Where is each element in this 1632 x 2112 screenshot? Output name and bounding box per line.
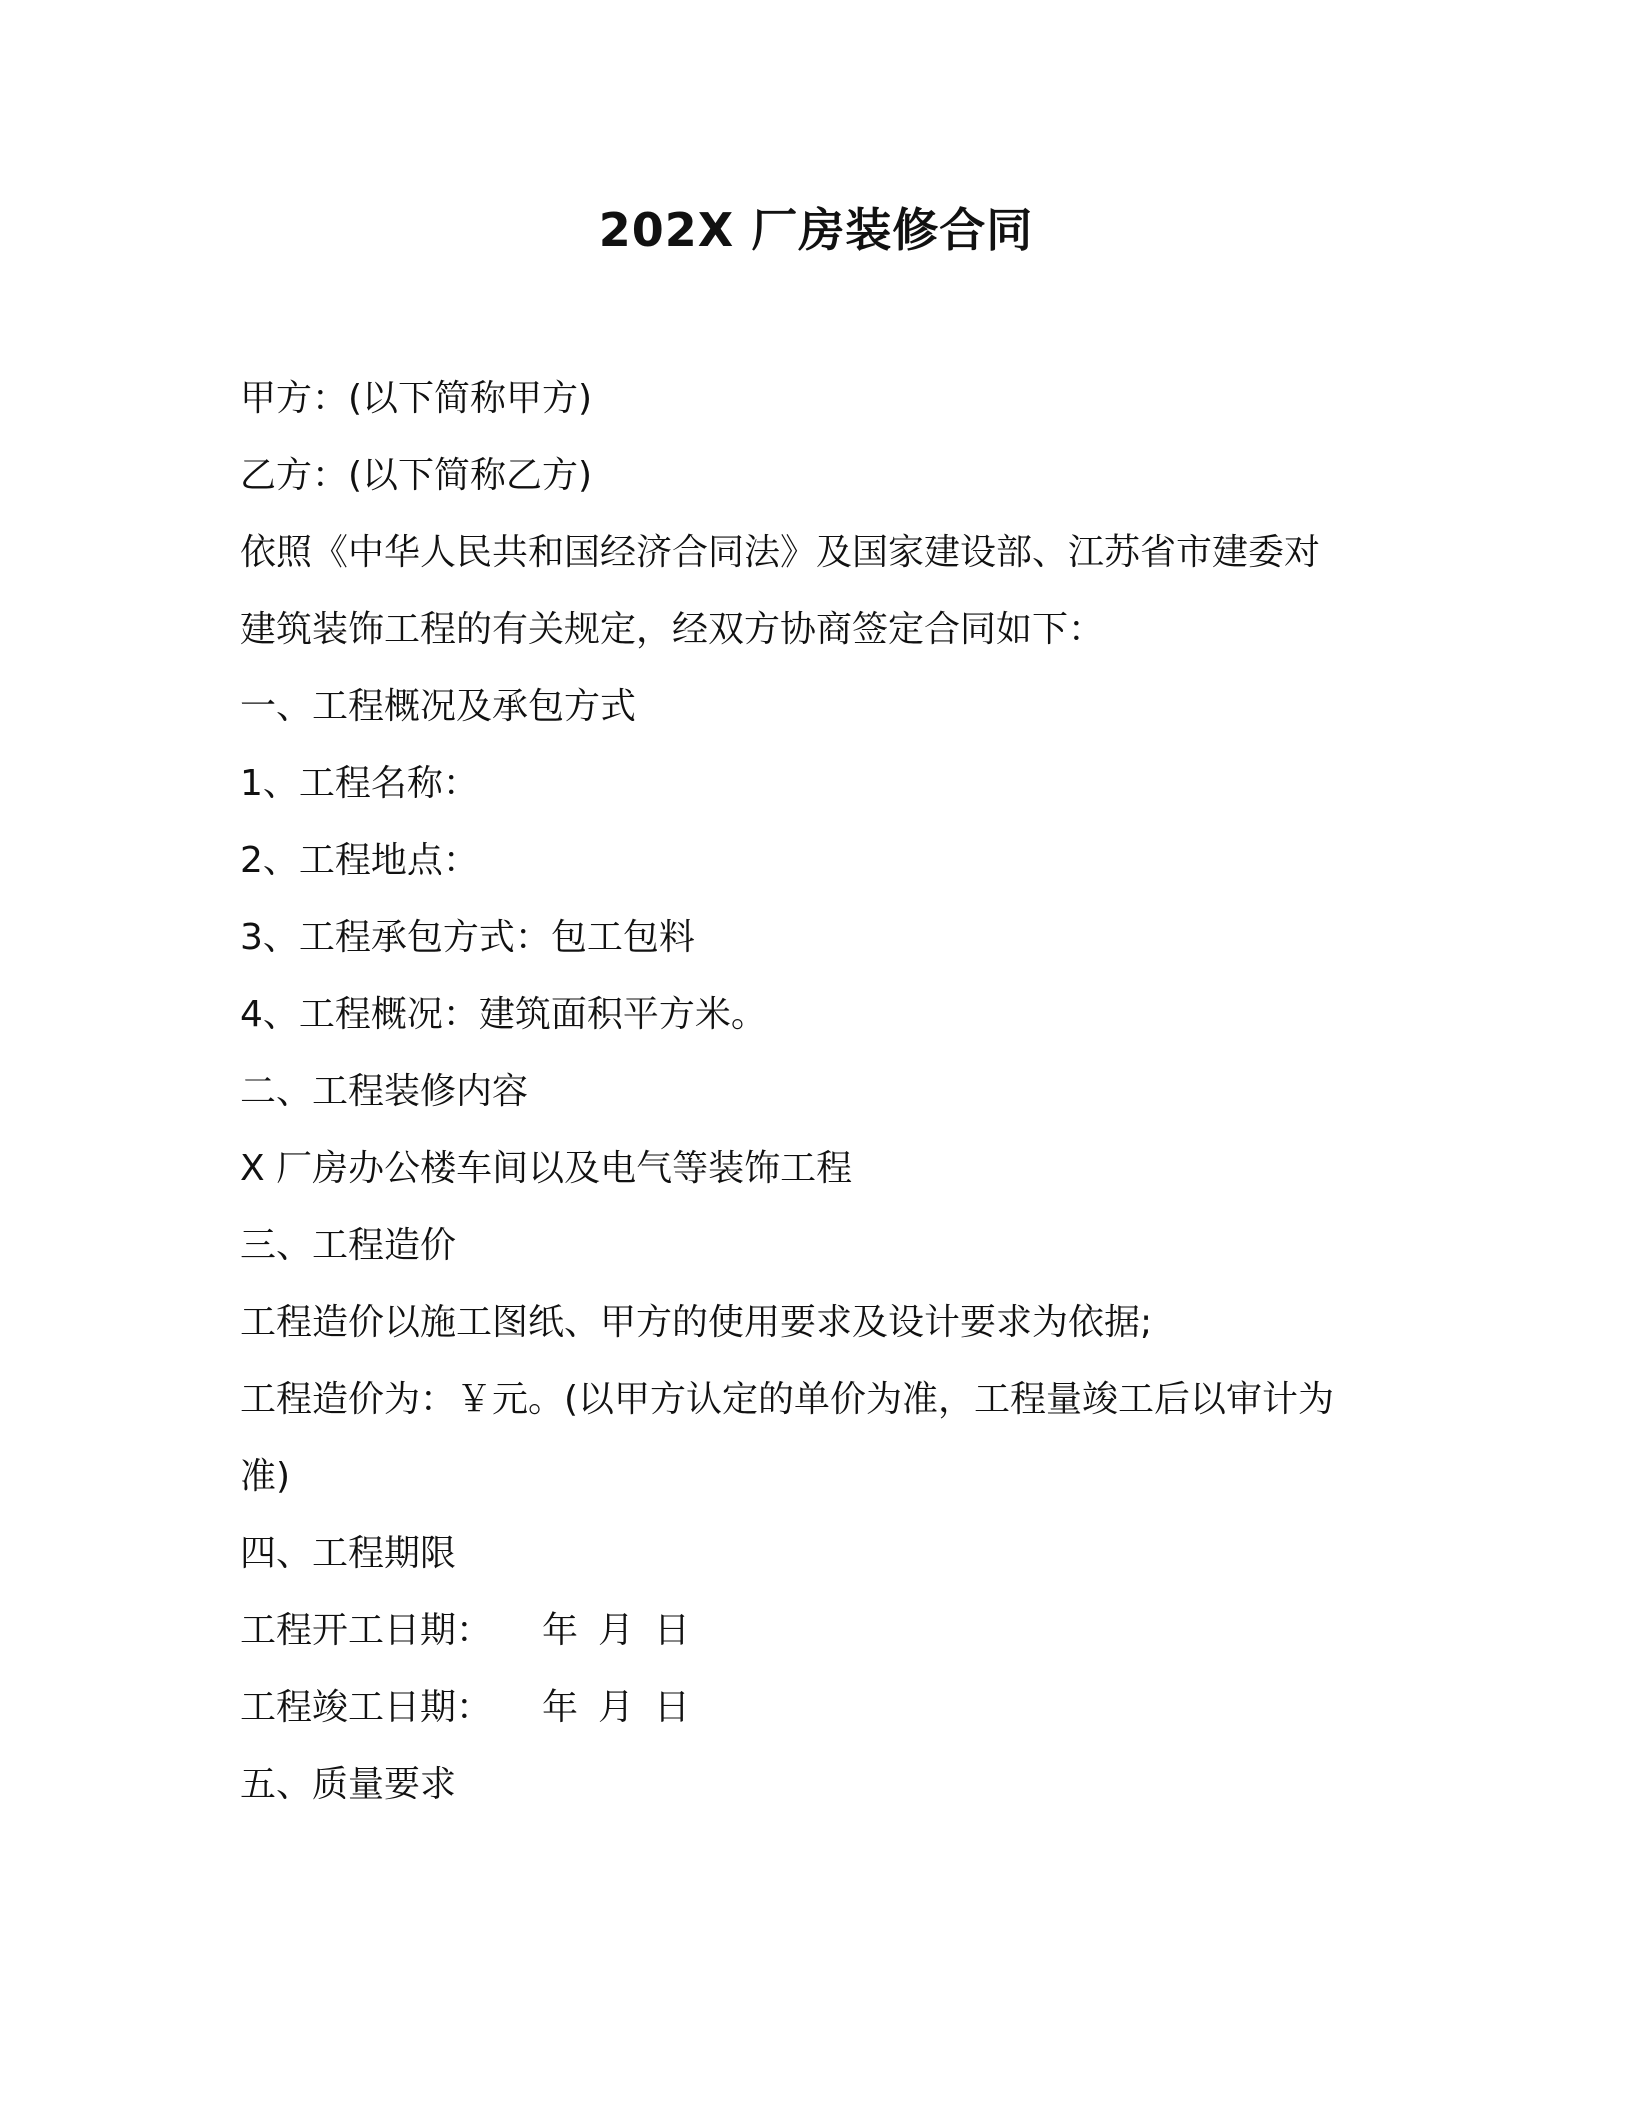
section-1-heading: 一、工程概况及承包方式 [240,686,637,727]
project-overview-line: 4、工程概况：建筑面积平方米。 [240,994,767,1035]
end-date-line [240,1669,1390,1746]
preamble-line-1: 依照《中华人民共和国经济合同法》及国家建设部、江苏省市建委对 [240,532,1321,573]
end-year: 年 [542,1687,579,1728]
section-5-heading: 五、质量要求 [240,1764,457,1805]
preamble-line-2: 建筑装饰工程的有关规定，经双方协商签定合同如下： [240,609,1105,650]
party-b-line: 乙方：(以下简称乙方) [240,455,593,496]
end-date-label: 工程竣工日期： [240,1687,493,1728]
start-date-line [240,1592,1390,1669]
section-4-heading: 四、工程期限 [240,1533,457,1574]
end-month: 月 [598,1687,635,1728]
start-day: 日 [654,1610,691,1651]
decoration-content-line: X 厂房办公楼车间以及电气等装饰工程 [240,1148,853,1189]
project-name-line: 1、工程名称： [240,763,479,804]
end-day: 日 [654,1687,691,1728]
document-title: 202X 厂房装修合同 [598,203,1034,257]
document-body [240,360,1390,1823]
price-amount-line-2: 准) [240,1456,291,1497]
contract-method-line: 3、工程承包方式：包工包料 [240,917,695,958]
start-date-label: 工程开工日期： [240,1610,493,1651]
price-amount-line-1: 工程造价为：￥元。(以甲方认定的单价为准，工程量竣工后以审计为 [240,1379,1335,1420]
section-3-heading: 三、工程造价 [240,1225,457,1266]
start-year: 年 [542,1610,579,1651]
start-month: 月 [598,1610,635,1651]
project-location-line: 2、工程地点： [240,840,479,881]
section-2-heading: 二、工程装修内容 [240,1071,529,1112]
party-a-line: 甲方：(以下简称甲方) [240,378,593,419]
price-basis-line: 工程造价以施工图纸、甲方的使用要求及设计要求为依据; [240,1302,1153,1343]
